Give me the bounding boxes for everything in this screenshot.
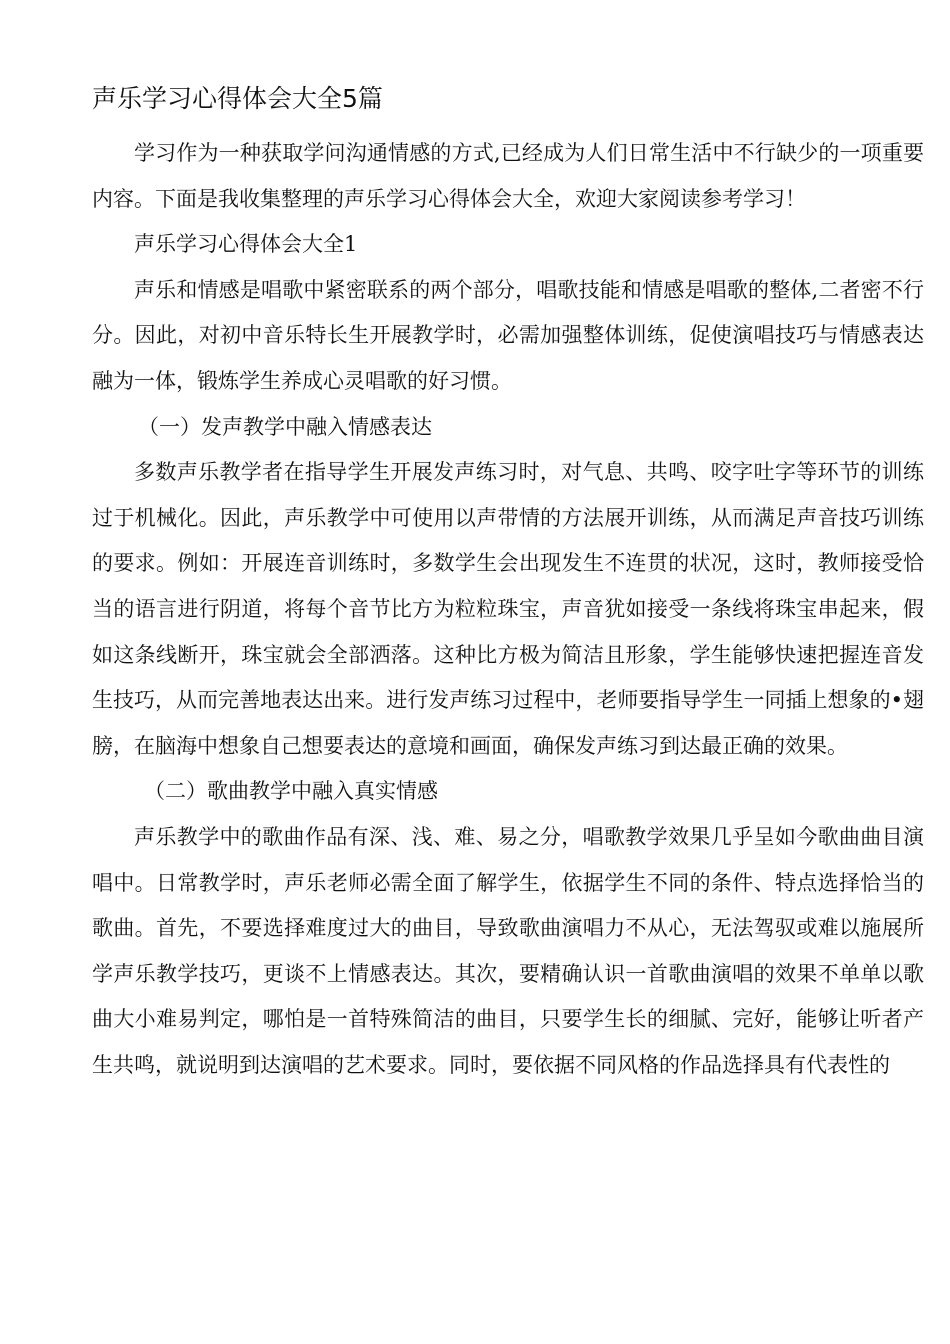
subsection-heading: （二）歌曲教学中融入真实情感 <box>144 779 438 804</box>
document-title: 声乐学习心得体会大全5篇 <box>92 84 383 113</box>
body-paragraph: 多数声乐教学者在指导学生开展发声练习时，对气息、共鸣、咬字吐字等环节的训练过于机械化。因此，声乐教学中可使用以声带情的方法展开训练，从而满足声音技巧训练的要求。例如：开展连音训练时，多数学生会出现发生不连贯的状况，这时，教师接受恰当的语言进行阴道，将每个音节比方为粒粒珠宝，声音犹如接受一条线将珠宝串起来，假如这条线断开，珠宝就会全部洒落。这种比方极为简洁且形象，学生能够快速把握连音发生技巧，从而完善地表达出来。进行发声练习过程中，老师要指导学生一同插上想象的•翅膀，在脑海中想象自己想要表达的意境和画面，确保发声练习到达最正确的效果。 <box>92 460 924 758</box>
section-heading: 声乐学习心得体会大全1 <box>134 232 358 257</box>
body-paragraph: 声乐和情感是唱歌中紧密联系的两个部分，唱歌技能和情感是唱歌的整体,二者密不行分。因此，对初中音乐特长生开展教学时，必需加强整体训练，促使演唱技巧与情感表达融为一体，锻炼学生养成心灵唱歌的好习惯。 <box>92 277 924 393</box>
subsection-heading: （一）发声教学中融入情感表达 <box>138 414 432 439</box>
intro-paragraph: 学习作为一种获取学问沟通情感的方式,已经成为人们日常生活中不行缺少的一项重要内容。下面是我收集整理的声乐学习心得体会大全，欢迎大家阅读参考学习！ <box>92 141 924 211</box>
document-body <box>92 131 924 1088</box>
body-paragraph: 声乐教学中的歌曲作品有深、浅、难、易之分，唱歌教学效果几乎呈如今歌曲曲目演唱中。日常教学时，声乐老师必需全面了解学生，依据学生不同的条件、特点选择恰当的歌曲。首先，不要选择难度过大的曲目，导致歌曲演唱力不从心，无法驾驭或难以施展所学声乐教学技巧，更谈不上情感表达。其次，要精确认识一首歌曲演唱的效果不单单以歌曲大小难易判定，哪怕是一首特殊简洁的曲目，只要学生长的细腻、完好，能够让听者产生共鸣，就说明到达演唱的艺术要求。同时，要依据不同风格的作品选择具有代表性的 <box>92 824 924 1077</box>
